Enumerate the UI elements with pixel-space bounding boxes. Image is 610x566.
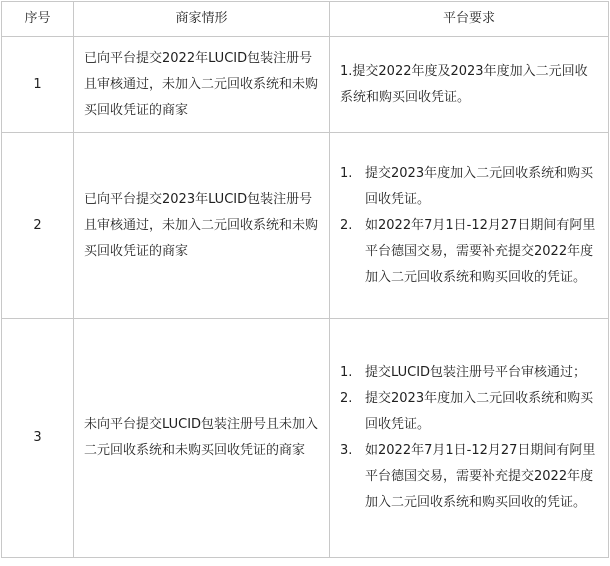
requirement-list	[340, 161, 600, 291]
table-row	[2, 133, 609, 319]
header-platform-requirement: 平台要求	[330, 2, 609, 37]
merchant-situation-cell: 已向平台提交2022年LUCID包装注册号且审核通过，未加入二元回收系统和未购买回收凭证的商家	[74, 37, 330, 133]
list-item-index: 1.	[340, 365, 353, 380]
list-item	[340, 360, 600, 386]
list-item	[340, 386, 600, 438]
header-serial-number: 序号	[2, 2, 74, 37]
list-item-text: 提交2023年度加入二元回收系统和购买回收凭证。	[365, 165, 594, 207]
table-row	[2, 319, 609, 558]
header-merchant-situation: 商家情形	[74, 2, 330, 37]
platform-requirement-cell	[330, 319, 609, 558]
list-item-text: 如2022年7月1日-12月27日期间有阿里平台德国交易，需要补充提交2022年度加入二元回收系统和购买回收的凭证。	[365, 217, 596, 285]
list-item-index: 1.	[340, 165, 353, 181]
list-item-index: 2.	[340, 391, 353, 406]
list-item-index: 2.	[340, 217, 353, 233]
list-item-index: 3.	[340, 443, 353, 458]
merchant-situation-cell: 已向平台提交2023年LUCID包装注册号且审核通过，未加入二元回收系统和未购买回收凭证的商家	[74, 133, 330, 319]
platform-requirement-cell	[330, 133, 609, 319]
list-item-text: 提交2023年度加入二元回收系统和购买回收凭证。	[365, 391, 594, 432]
list-item-text: 如2022年7月1日-12月27日期间有阿里平台德国交易，需要补充提交2022年度加入二元回收系统和购买回收的凭证。	[365, 443, 596, 510]
table-row	[2, 37, 609, 133]
platform-requirement-cell: 1.提交2022年度及2023年度加入二元回收系统和购买回收凭证。	[330, 37, 609, 133]
list-item-text: 提交LUCID包装注册号平台审核通过；	[365, 365, 587, 380]
list-item	[340, 213, 600, 291]
requirements-table	[1, 1, 609, 558]
list-item	[340, 438, 600, 516]
list-item	[340, 161, 600, 213]
row-number: 1	[2, 37, 74, 133]
merchant-situation-cell: 未向平台提交LUCID包装注册号且未加入二元回收系统和未购买回收凭证的商家	[74, 319, 330, 558]
requirement-list	[340, 360, 600, 516]
table-header-row	[2, 2, 609, 37]
row-number: 3	[2, 319, 74, 558]
row-number: 2	[2, 133, 74, 319]
